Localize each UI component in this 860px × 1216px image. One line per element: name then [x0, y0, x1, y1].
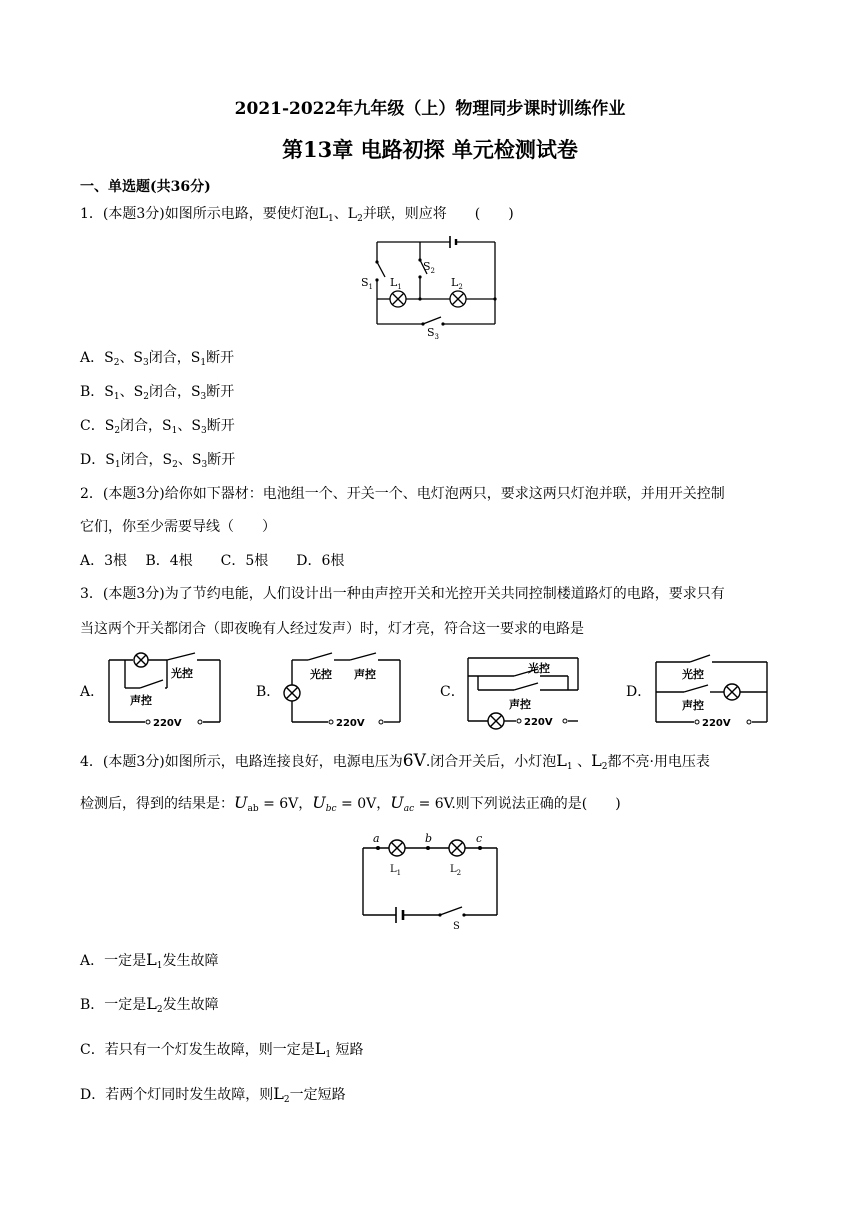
q4-option-b: B．一定是$L_2$发生故障 [80, 994, 219, 1015]
q3-c-sound-label: 声控 [509, 698, 531, 711]
q3-line1: 3．(本题3分)为了节约电能，人们设计出一种由声控开关和光控开关共同控制楼道路灯的电路，要求只有 [80, 586, 725, 602]
q1-label-l2: $L_2$ [451, 276, 463, 291]
document-title: 2021-2022年九年级（上）物理同步课时训练作业 [234, 99, 626, 119]
q1-stem: 1．(本题3分)如图所示电路，要使灯泡$L_1$、$L_2$并联，则应将 ( ) [80, 206, 514, 224]
q3-b-voltage-label: 220V [336, 718, 365, 729]
q3-circuit-c [464, 654, 584, 736]
q3-b-sound-label: 声控 [354, 668, 376, 681]
q3-b-light-label: 光控 [310, 668, 332, 681]
q3-circuit-b [280, 650, 405, 732]
q3-line2: 当这两个开关都闭合（即夜晚有人经过发声）时，灯才亮，符合这一要求的电路是 [80, 621, 584, 637]
q3-c-light-label: 光控 [528, 662, 550, 675]
q4-label-c: c [476, 832, 483, 845]
q1-label-s1: $S_1$ [361, 276, 374, 291]
q3-option-b-letter: B． [256, 684, 281, 700]
q3-circuit-d [652, 654, 772, 736]
q1-option-c: C．$S_2$闭合，$S_1$、$S_3$断开 [80, 418, 235, 436]
q4-line1: 4．(本题3分)如图所示，电路连接良好，电源电压为6V.闭合开关后，小灯泡$L_1$ 、$L_2$都不亮·用电压表 [80, 751, 710, 772]
q1-label-s3: $S_3$ [427, 326, 440, 341]
q3-option-a-letter: A． [80, 684, 105, 700]
section-heading: 一、单选题(共36分) [80, 179, 211, 195]
q2-line2: 它们，你至少需要导线（ ） [80, 519, 276, 535]
q4-label-l2: $L_2$ [450, 864, 462, 877]
chapter-title: 第13章 电路初探 单元检测试卷 [282, 137, 578, 162]
q3-a-sound-label: 声控 [130, 694, 152, 707]
q3-option-d-letter: D． [626, 684, 652, 700]
q4-circuit-diagram [358, 830, 503, 930]
q4-option-c: C．若只有一个灯发生故障，则一定是$L_1$ 短路 [80, 1039, 364, 1060]
q4-label-s: S [453, 921, 460, 930]
q3-d-sound-label: 声控 [682, 699, 704, 712]
q4-label-a: a [373, 832, 380, 845]
q1-option-b: B．$S_1$、$S_2$闭合，$S_3$断开 [80, 384, 235, 402]
q2-options: A．3根 B．4根 C．5根 D．6根 [80, 553, 345, 569]
q3-a-light-label: 光控 [171, 667, 193, 680]
q3-circuit-a [105, 650, 225, 732]
q2-line1: 2．(本题3分)给你如下器材：电池组一个、开关一个、电灯泡两只，要求这两只灯泡并联，并用开关控制 [80, 486, 725, 502]
q4-option-d: D．若两个灯同时发生故障，则$L_2$一定短路 [80, 1084, 346, 1105]
q4-label-l1: $L_1$ [390, 864, 402, 877]
q3-d-light-label: 光控 [682, 668, 704, 681]
q4-label-b: b [425, 832, 433, 845]
q1-label-s2: $S_2$ [423, 260, 436, 275]
q4-option-a: A．一定是$L_1$发生故障 [80, 950, 219, 971]
q3-d-voltage-label: 220V [702, 718, 731, 729]
q3-a-voltage-label: 220V [153, 718, 182, 729]
q3-c-voltage-label: 220V [524, 717, 553, 728]
q3-option-c-letter: C． [440, 684, 465, 700]
q1-option-a: A．$S_2$、$S_3$闭合，$S_1$断开 [80, 350, 235, 368]
q1-label-l1: $L_1$ [390, 276, 402, 291]
q1-circuit-diagram [355, 232, 505, 342]
q4-line2: 检测后，得到的结果是：$U_{ab} = 6V$，$U_{bc} = 0V$，$U_{ac} = 6V$.则下列说法正确的是( ) [80, 793, 621, 814]
q1-option-d: D．$S_1$闭合，$S_2$、$S_3$断开 [80, 452, 236, 470]
